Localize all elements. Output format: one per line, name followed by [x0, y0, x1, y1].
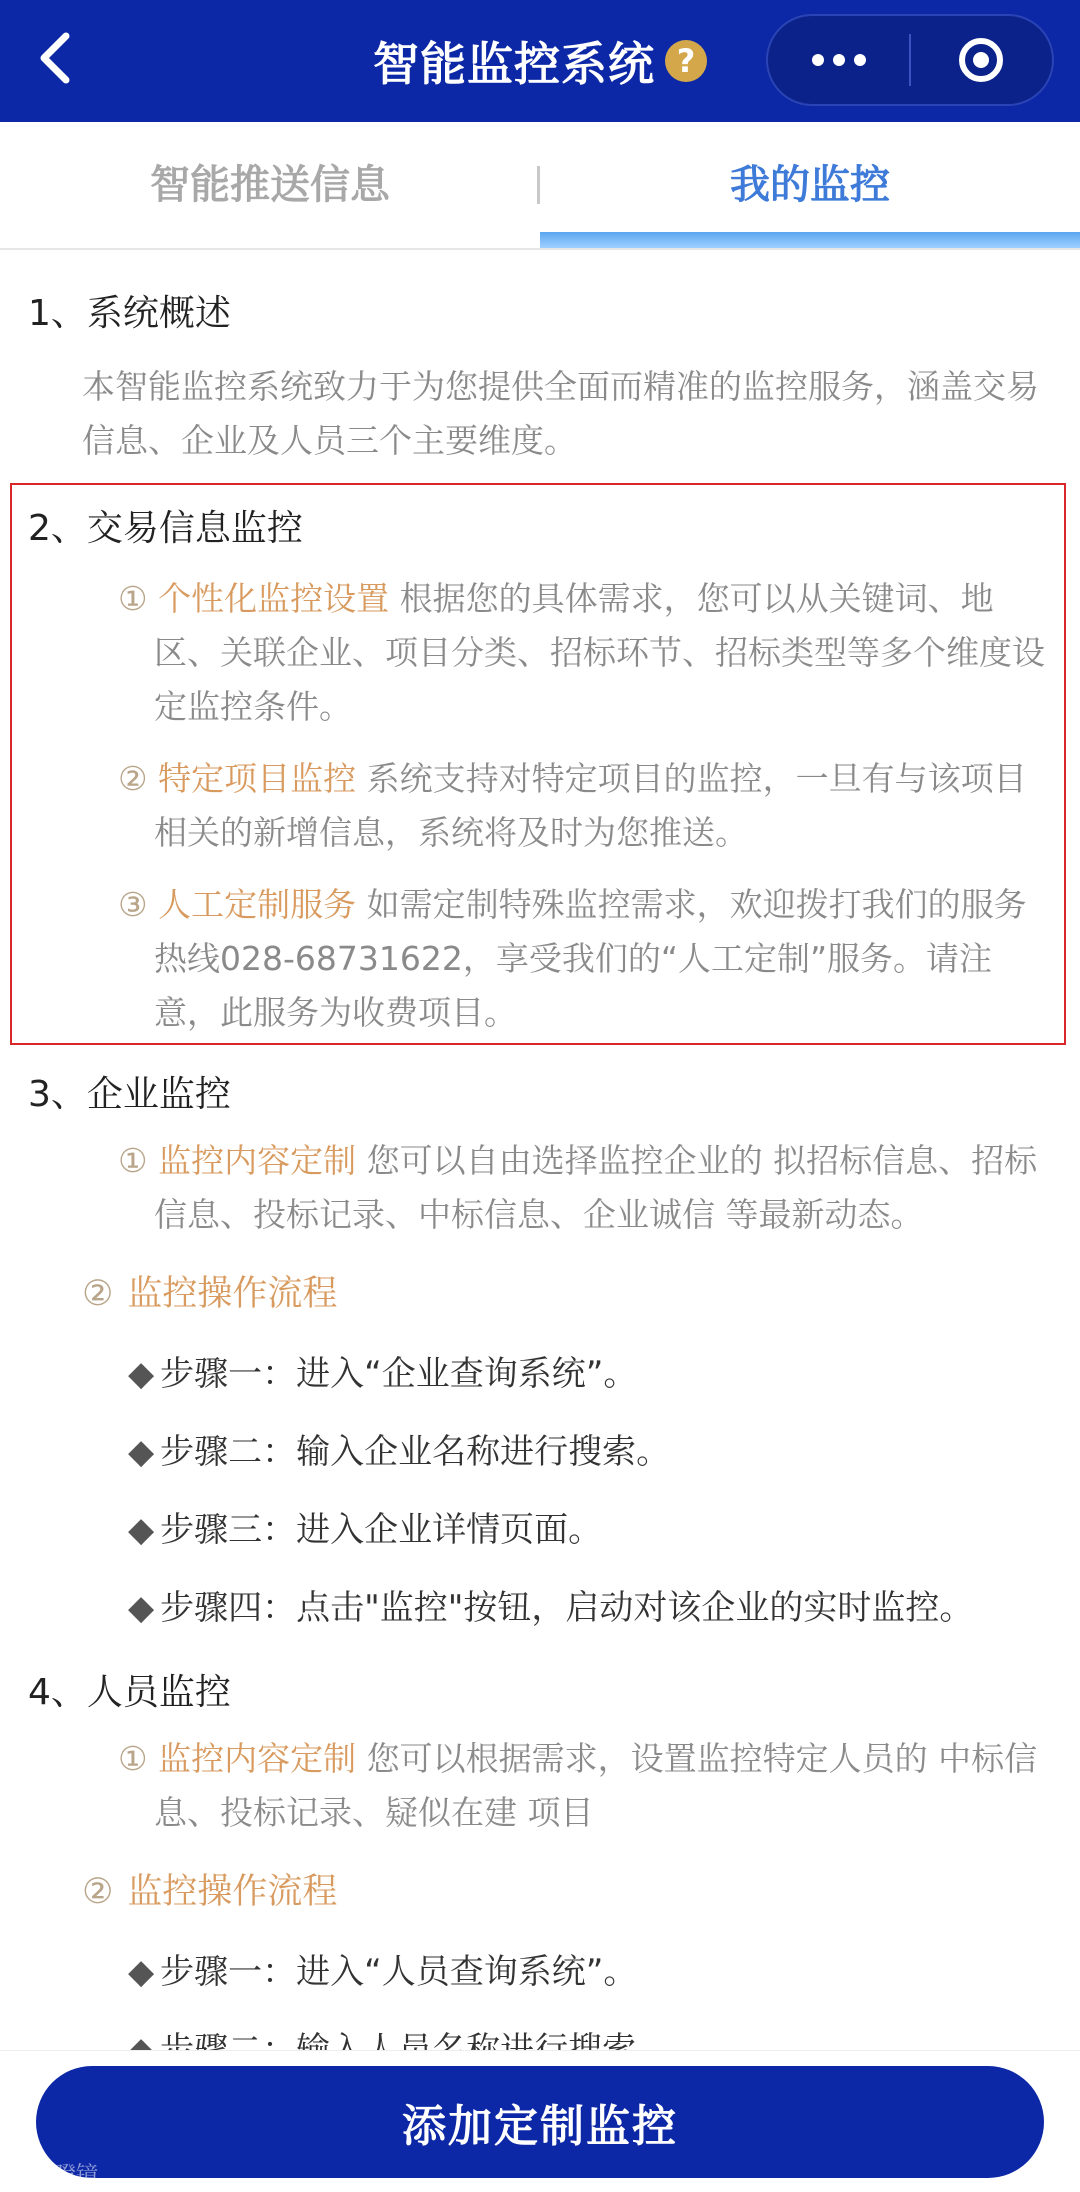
help-icon[interactable]: ? — [665, 40, 707, 82]
close-mini-program-button[interactable] — [911, 16, 1052, 104]
sub-heading: ② 监控操作流程 — [82, 1274, 338, 1314]
item-highlight: 监控内容定制 — [158, 1141, 357, 1180]
list-item: ① 监控内容定制 您可以根据需求，设置监控特定人员的 中标信息、投标记录、疑似在建 项目 — [118, 1739, 1038, 1832]
step-item: ◆ 步骤一：进入“企业查询系统”。 — [128, 1354, 638, 1394]
section-heading: 3、企业监控 — [28, 1074, 231, 1115]
more-dots-icon — [812, 54, 866, 66]
diamond-bullet-icon: ◆ — [128, 1588, 155, 1628]
watermark: 大数瞪镜 — [10, 2163, 99, 2188]
back-button[interactable] — [28, 28, 88, 88]
step-item: ◆ 步骤三：进入企业详情页面。 — [128, 1510, 603, 1550]
more-button[interactable] — [768, 16, 909, 104]
target-circle-icon — [959, 38, 1003, 82]
diamond-bullet-icon: ◆ — [128, 1952, 155, 1992]
step-item: ◆ 步骤四：点击"监控"按钮，启动对该企业的实时监控。 — [128, 1588, 974, 1628]
diamond-bullet-icon: ◆ — [128, 1354, 155, 1394]
tabs-bottom-border — [0, 248, 1080, 250]
list-item: ③ 人工定制服务 如需定制特殊监控需求，欢迎拨打我们的服务热线028-68731622，享受我们的“人工定制”服务。请注意，此服务为收费项目。 — [118, 885, 1027, 1032]
item-highlight: 个性化监控设置 — [158, 579, 390, 618]
page-title: 智能监控系统 — [373, 37, 655, 91]
add-custom-monitor-button[interactable]: 添加定制监控 — [36, 2066, 1044, 2178]
list-item: ① 监控内容定制 您可以自由选择监控企业的 拟招标信息、招标信息、投标记录、中标信息、企业诚信 等最新动态。 — [118, 1141, 1038, 1234]
diamond-bullet-icon: ◆ — [128, 1510, 155, 1550]
mini-program-capsule — [766, 14, 1054, 106]
step-item: ◆ 步骤二：输入企业名称进行搜索。 — [128, 1432, 671, 1472]
tab-my-monitor[interactable]: 我的监控 — [730, 161, 890, 208]
chevron-left-icon — [28, 28, 88, 88]
tab-bar — [0, 122, 1080, 250]
list-item: ① 个性化监控设置 根据您的具体需求，您可以从关键词、地区、关联企业、项目分类、招标环节、招标类型等多个维度设定监控条件。 — [118, 579, 1045, 726]
item-highlight: 监控内容定制 — [158, 1739, 357, 1778]
sub-heading: ② 监控操作流程 — [82, 1872, 338, 1912]
diamond-bullet-icon: ◆ — [128, 1432, 155, 1472]
tab-smart-push[interactable]: 智能推送信息 — [150, 161, 390, 208]
item-highlight: 人工定制服务 — [158, 885, 357, 924]
section-heading: 4、人员监控 — [28, 1672, 231, 1713]
step-item: ◆ 步骤一：进入“人员查询系统”。 — [128, 1952, 638, 1992]
active-tab-indicator — [540, 232, 1080, 248]
item-highlight: 特定项目监控 — [158, 759, 357, 798]
list-item: ② 特定项目监控 系统支持对特定项目的监控，一旦有与该项目相关的新增信息，系统将及时为您推送。 — [118, 759, 1027, 852]
section-body: 本智能监控系统致力于为您提供全面而精准的监控服务，涵盖交易信息、企业及人员三个主要维度。 — [82, 367, 1039, 460]
top-nav-bar — [0, 0, 1080, 122]
section-heading: 2、交易信息监控 — [28, 508, 303, 549]
section-heading: 1、系统概述 — [28, 293, 231, 334]
